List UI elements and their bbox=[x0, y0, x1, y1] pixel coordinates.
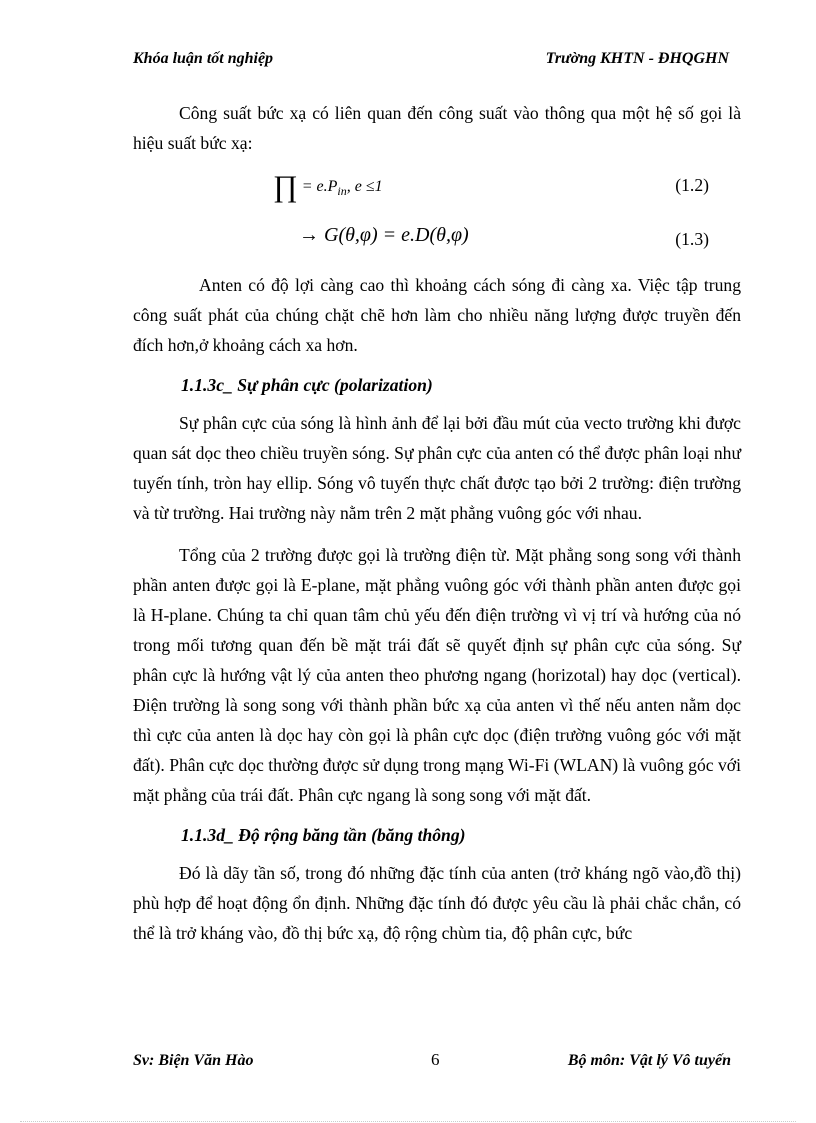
equation-1-3-number: (1.3) bbox=[675, 229, 709, 249]
header-right: Trường KHTN - ĐHQGHN bbox=[545, 50, 729, 67]
footer-left: Sv: Biện Văn Hào bbox=[133, 1052, 254, 1069]
equation-1-2-sub: in bbox=[337, 184, 347, 198]
heading-bandwidth: 1.1.3d_ Độ rộng băng tần (băng thông) bbox=[181, 825, 466, 845]
page-number: 6 bbox=[431, 1050, 440, 1069]
equation-1-2-lhs: ∏ bbox=[273, 170, 298, 203]
paragraph-gain: Anten có độ lợi càng cao thì khoảng cách sóng đi càng xa. Việc tập trung công suất phát của chúng chặt chẽ hơn làm cho nhiều năng lượng được truyền đến đích hơn,ở khoảng cách xa hơn. bbox=[133, 275, 741, 355]
equation-1-2-number: (1.2) bbox=[675, 175, 709, 195]
paragraph-polarization-2: Tổng của 2 trường được gọi là trường điện từ. Mặt phẳng song song với thành phần anten được gọi là E-plane, mặt phẳng vuông góc với thành phần anten được gọi là H-plane. Chúng ta chỉ quan tâm chủ yếu đến điện trường vì vị trí và hướng của nó trong mối tương quan đến bề mặt trái đất sẽ quyết định sự phân cực của sóng. Sự phân cực là hướng vật lý của anten theo phương ngang (horizotal) hay dọc (vertical). Điện trường là song song với thành phần bức xạ của anten vì thế nếu anten nằm dọc thì cực của anten là dọc hay còn gọi là phân cực dọc (điện trường vuông góc với mặt đất). Phân cực dọc thường được sử dụng trong mạng Wi-Fi (WLAN) là vuông góc với mặt phẳng của trái đất. Phân cực ngang là song song với mặt đất. bbox=[133, 545, 741, 805]
paragraph-intro: Công suất bức xạ có liên quan đến công suất vào thông qua một hệ số gọi là hiệu suất bức xạ: bbox=[133, 103, 741, 153]
page-bottom-dotted-border bbox=[20, 1121, 796, 1122]
header-left: Khóa luận tốt nghiệp bbox=[133, 50, 274, 67]
equation-1-2-rhs: = e.P bbox=[297, 178, 338, 195]
footer-right: Bộ môn: Vật lý Vô tuyến bbox=[567, 1052, 731, 1069]
equation-1-3-body: → G(θ,φ) = e.D(θ,φ) bbox=[299, 224, 469, 246]
paragraph-polarization-1: Sự phân cực của sóng là hình ảnh để lại bởi đầu mút của vecto trường khi được quan sát dọc theo chiều truyền sóng. Sự phân cực của anten có thể được phân loại như tuyến tính, tròn hay ellip. Sóng vô tuyến thực chất được tạo bởi 2 trường: điện trường và từ trường. Hai trường này nằm trên 2 mặt phẳng vuông góc với nhau. bbox=[133, 413, 741, 523]
equation-1-3 bbox=[133, 220, 741, 270]
page-footer bbox=[133, 1052, 731, 1076]
heading-polarization: 1.1.3c_ Sự phân cực (polarization) bbox=[181, 375, 433, 395]
equation-1-2-condition: , e ≤1 bbox=[346, 178, 383, 195]
page-header bbox=[133, 50, 729, 74]
paragraph-bandwidth: Đó là dãy tần số, trong đó những đặc tính của anten (trở kháng ngõ vào,đồ thị) phù hợp để hoạt động ổn định. Những đặc tính đó được yêu cầu là phải chắc chắn, có thể là trở kháng vào, đồ thị bức xạ, độ rộng chùm tia, độ phân cực, bức bbox=[133, 863, 741, 943]
equation-1-2 bbox=[133, 170, 741, 220]
page-content bbox=[133, 98, 741, 948]
